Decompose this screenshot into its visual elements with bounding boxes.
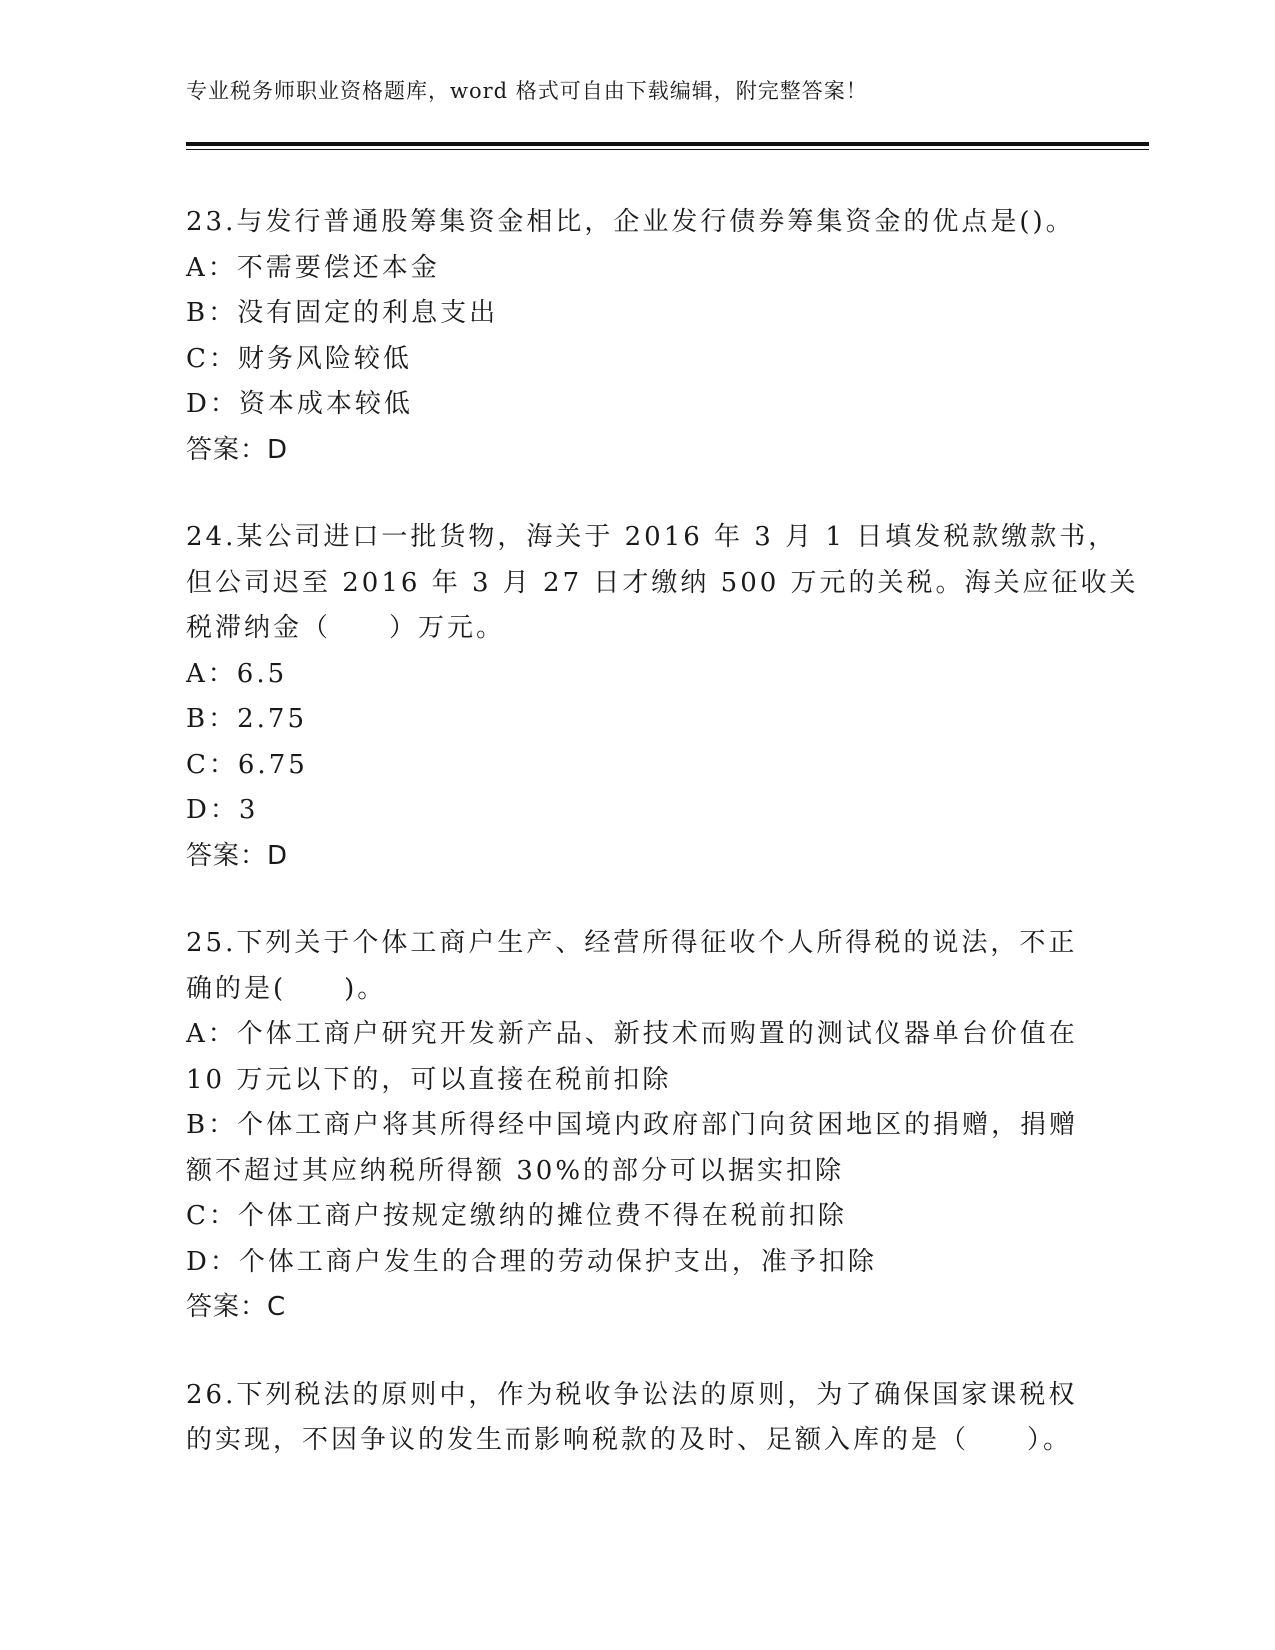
question-stem-line-2: 的实现，不因争议的发生而影响税款的及时、足额入库的是（ ）。 bbox=[186, 1425, 1073, 1455]
answer-line: 答案：C bbox=[186, 1292, 287, 1322]
question-stem-line-3: 税滞纳金（ ）万元。 bbox=[186, 613, 506, 643]
option-b-line-1: B：个体工商户将其所得经中国境内政府部门向贫困地区的捐赠，捐赠 bbox=[186, 1110, 1079, 1140]
option-d: D：资本成本较低 bbox=[186, 389, 413, 419]
option-b: B：2.75 bbox=[186, 704, 307, 734]
option-d: D：个体工商户发生的合理的劳动保护支出，准予扣除 bbox=[186, 1246, 877, 1277]
option-c: C：财务风险较低 bbox=[186, 343, 412, 374]
question-stem-line-2: 但公司迟至 2016 年 3 月 27 日才缴纳 500 万元的关税。海关应征收关 bbox=[186, 567, 1139, 598]
question-stem-line-1: 25.下列关于个体工商户生产、经营所得征收个人所得税的说法，不正 bbox=[186, 928, 1078, 958]
question-23 bbox=[186, 200, 1086, 473]
option-d: D：3 bbox=[186, 795, 259, 825]
option-c: C：6.75 bbox=[186, 749, 308, 780]
question-26 bbox=[186, 1373, 1086, 1464]
question-list bbox=[186, 200, 1139, 1506]
option-a: A：6.5 bbox=[186, 658, 288, 689]
option-a-line-2: 10 万元以下的，可以直接在税前扣除 bbox=[186, 1064, 672, 1095]
answer-line: 答案：D bbox=[186, 434, 289, 465]
header-rule-thick bbox=[186, 142, 1149, 146]
option-b-line-2: 额不超过其应纳税所得额 30%的部分可以据实扣除 bbox=[186, 1155, 845, 1186]
page-header: 专业税务师职业资格题库，word 格式可自由下载编辑，附完整答案！ bbox=[186, 79, 868, 103]
option-a: A：不需要偿还本金 bbox=[186, 252, 440, 283]
header-rule-thin bbox=[186, 149, 1149, 150]
option-b: B：没有固定的利息支出 bbox=[186, 298, 499, 328]
option-c: C：个体工商户按规定缴纳的摊位费不得在税前扣除 bbox=[186, 1201, 847, 1231]
question-stem-line-1: 24.某公司进口一批货物，海关于 2016 年 3 月 1 日填发税款缴款书， bbox=[186, 522, 1118, 552]
option-a-line-1: A：个体工商户研究开发新产品、新技术而购置的测试仪器单台价值在 bbox=[186, 1019, 1078, 1049]
question-stem: 23.与发行普通股筹集资金相比，企业发行债券筹集资金的优点是()。 bbox=[186, 207, 1075, 237]
question-stem-line-1: 26.下列税法的原则中，作为税收争讼法的原则，为了确保国家课税权 bbox=[186, 1379, 1078, 1410]
question-25 bbox=[186, 921, 1086, 1331]
question-24 bbox=[186, 515, 1139, 879]
answer-line: 答案：D bbox=[186, 840, 289, 871]
question-stem-line-2: 确的是( )。 bbox=[186, 973, 387, 1004]
